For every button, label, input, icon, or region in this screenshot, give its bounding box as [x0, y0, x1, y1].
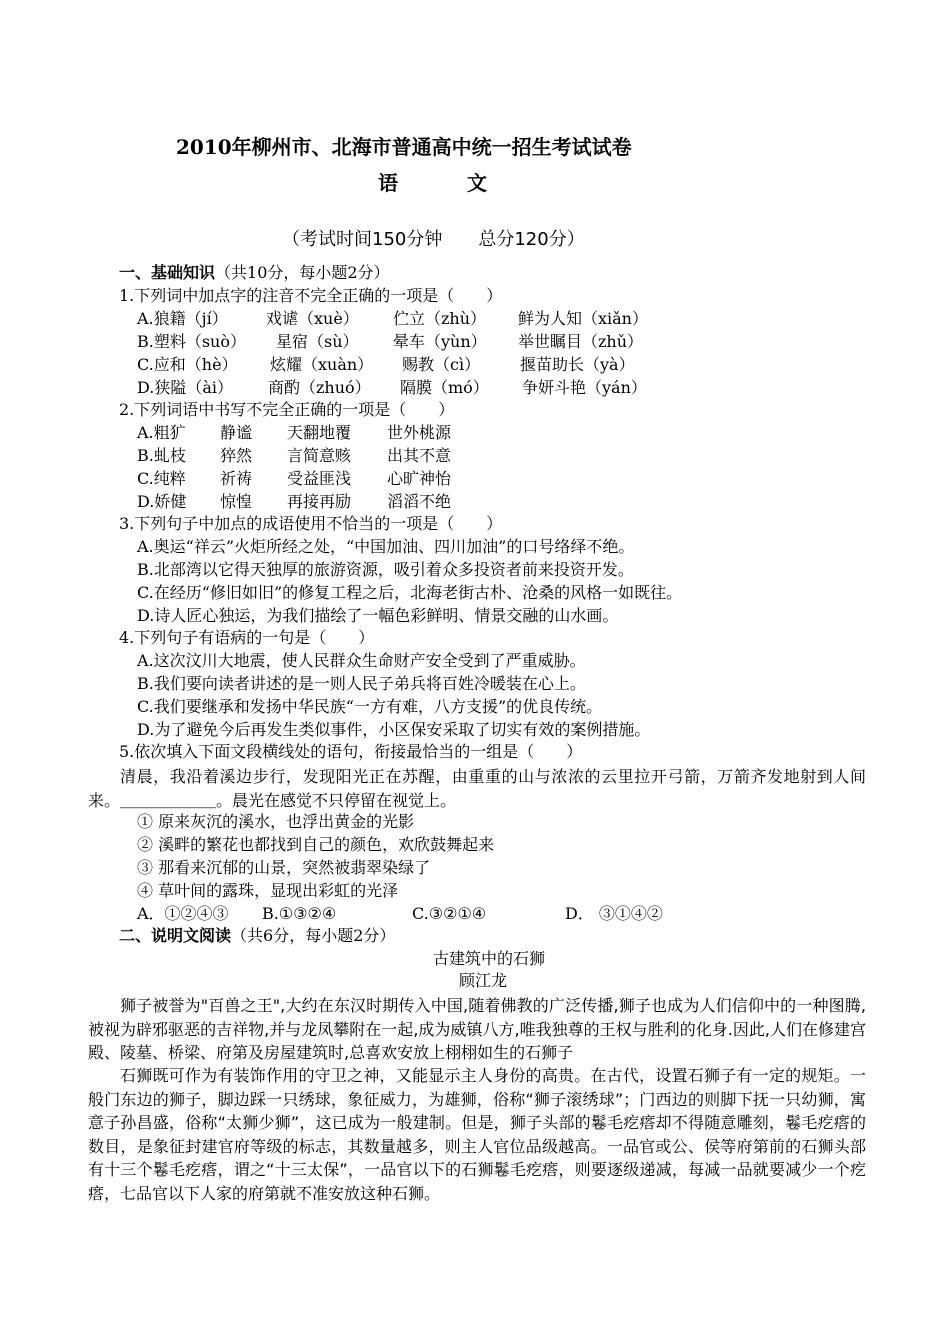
- q3-option-a: A.奥运“祥云”火炬所经之处，“中国加油、四川加油”的口号络绎不绝。: [137, 537, 635, 556]
- article-paragraph-2: 石狮既可作为有装饰作用的守卫之神，又能显示主人身份的高贵。在古代，设置石狮子有一定的规矩。一般门东边的狮子，脚边踩一只绣球，象征威力，为雄狮，俗称“狮子滚绣球”；门西边的则脚下抚一只幼狮，寓意子孙昌盛，俗称“太狮少狮”，这已成为一般建制。但是，狮子头部的鬈毛疙瘩却不得随意雕刻，鬈毛疙瘩的数目，是象征封建官府等级的标志，其数量越多，则主人官位品级越高。一品官或公、侯等府第前的石狮头部有十三个鬈毛疙瘩，谓之“十三太保”，一品官以下的石狮鬈毛疙瘩，则要逐级递减，每减一品就要减少一个疙瘩，七品官以下人家的府第就不准安放这种石狮。: [88, 1066, 866, 1203]
- article-author: 顾江龙: [459, 971, 508, 990]
- q2-option-c-3: 受益匪浅: [287, 469, 352, 488]
- section1-note: （共10分，每小题2分）: [215, 263, 390, 282]
- q2-option-a-2: 静谧: [220, 423, 253, 442]
- q4-option-c: C.我们要继承和发扬中华民族“一方有难，八方支援”的优良传统。: [137, 697, 603, 716]
- q2-stem: 2.下列词语中书写不完全正确的一项是（ ）: [119, 400, 455, 419]
- q1-option-a-2: 戏谑（xuè）: [266, 309, 359, 328]
- subject-char-1: 语: [378, 171, 398, 195]
- q2-option-a-3: 天翻地覆: [287, 423, 352, 442]
- q1-option-c-3: 赐教（cì）: [402, 355, 481, 374]
- q3-option-b: B.北部湾以它得天独厚的旅游资源，吸引着众多投资者前来投资开发。: [137, 560, 634, 579]
- q5-choice-a: A．①②④③: [137, 904, 229, 923]
- q2-option-b-1: B.虬枝: [137, 446, 186, 465]
- q2-option-d-3: 再接再励: [287, 492, 352, 511]
- q4-stem: 4.下列句子有语病的一句是（ ）: [119, 628, 375, 647]
- section2-note: （共6分，每小题2分）: [231, 926, 396, 945]
- exam-title: 2010年柳州市、北海市普通高中统一招生考试试卷: [176, 135, 632, 159]
- q3-option-c: C.在经历“修旧如旧”的修复工程之后，北海老街古朴、沧桑的风格一如既往。: [137, 583, 683, 602]
- q1-option-b-3: 晕车（yùn）: [393, 332, 487, 351]
- q5-item-2: ② 溪畔的繁花也都找到自己的颜色，欢欣鼓舞起来: [137, 835, 495, 854]
- q1-option-c-4: 揠苗助长（yà）: [520, 355, 635, 374]
- exam-info: （考试时间150分钟 总分120分）: [282, 229, 585, 250]
- q1-option-b-1: B.塑料（suò）: [137, 332, 246, 351]
- q5-choice-d: D． ③①④②: [565, 904, 663, 923]
- q5-choice-b: B.①③②④: [262, 904, 337, 923]
- q1-option-d-3: 隔膜（mó）: [400, 378, 489, 397]
- q1-option-b-2: 星宿（sù）: [276, 332, 359, 351]
- q3-stem: 3.下列句子中加点的成语使用不恰当的一项是（ ）: [119, 514, 503, 533]
- q1-option-b-4: 举世瞩目（zhǔ）: [518, 332, 644, 351]
- q5-passage: 清晨，我沿着溪边步行，发现阳光正在苏醒，由重重的山与浓浓的云里拉开弓箭，万箭齐发地射到人间来。＿＿＿＿＿＿。晨光在感觉不只停留在视觉上。: [88, 767, 866, 810]
- q2-option-b-4: 出其不意: [387, 446, 452, 465]
- section2-heading: [119, 925, 395, 947]
- q1-option-d-4: 争妍斗艳（yán）: [522, 378, 647, 397]
- q4-option-d: D.为了避免今后再发生类似事件，小区保安采取了切实有效的案例措施。: [137, 720, 651, 739]
- section1-heading: [119, 262, 390, 284]
- q2-option-a-1: A.粗犷: [137, 423, 186, 442]
- q1-option-d-2: 商酌（zhuó）: [268, 378, 371, 397]
- q1-option-d-1: D.狭隘（ài）: [137, 378, 234, 397]
- q1-option-a-1: A.狼籍（jí）: [137, 309, 228, 328]
- q2-option-d-2: 惊惶: [220, 492, 253, 511]
- article-paragraph-1: 狮子被誉为"百兽之王",大约在东汉时期传入中国,随着佛教的广泛传播,狮子也成为人们信仰中的一种图腾,被视为辟邪驱恶的吉祥物,并与龙凤攀附在一起,成为威镇八方,唯我独尊的王权与胜利的化身.因此,人们在修建宫殿、陵墓、桥梁、府第及房屋建筑时,总喜欢安放上栩栩如生的石狮子: [88, 996, 866, 1062]
- section2-title: 二、说明文阅读: [119, 926, 232, 945]
- q2-option-d-4: 滔滔不绝: [387, 492, 452, 511]
- q1-stem: 1.下列词中加点字的注音不完全正确的一项是（ ）: [119, 286, 503, 305]
- q1-option-c-1: C.应和（hè）: [137, 355, 238, 374]
- q1-option-a-4: 鲜为人知（xiǎn）: [518, 309, 648, 328]
- article-title: 古建筑中的石狮: [433, 949, 546, 968]
- q2-option-c-1: C.纯粹: [137, 469, 186, 488]
- section1-title: 一、基础知识: [119, 263, 216, 282]
- q5-item-3: ③ 那看来沉郁的山景，突然被翡翠染绿了: [137, 858, 431, 877]
- q3-option-d: D.诗人匠心独运，为我们描绘了一幅色彩鲜明、情景交融的山水画。: [137, 606, 619, 625]
- subject-char-2: 文: [467, 171, 487, 195]
- q5-choice-c: C.③②①④: [412, 904, 487, 923]
- q2-option-b-2: 猝然: [220, 446, 253, 465]
- q2-option-c-2: 祈祷: [220, 469, 253, 488]
- q4-option-a: A.这次汶川大地震，使人民群众生命财产安全受到了严重威胁。: [137, 651, 586, 670]
- q1-option-a-3: 伫立（zhù）: [393, 309, 487, 328]
- q4-option-b: B.我们要向读者讲述的是一则人民子弟兵将百姓冷暖装在心上。: [137, 674, 586, 693]
- q2-option-c-4: 心旷神怡: [387, 469, 452, 488]
- q5-item-1: ① 原来灰沉的溪水，也浮出黄金的光影: [137, 812, 415, 831]
- q5-item-4: ④ 草叶间的露珠，显现出彩虹的光泽: [137, 881, 399, 900]
- q2-option-d-1: D.娇健: [137, 492, 187, 511]
- q5-stem: 5.依次填入下面文段横线处的语句，衔接最恰当的一组是（ ）: [119, 742, 583, 761]
- q2-option-b-3: 言简意赅: [287, 446, 352, 465]
- q1-option-c-2: 炫耀（xuàn）: [270, 355, 374, 374]
- q2-option-a-4: 世外桃源: [387, 423, 452, 442]
